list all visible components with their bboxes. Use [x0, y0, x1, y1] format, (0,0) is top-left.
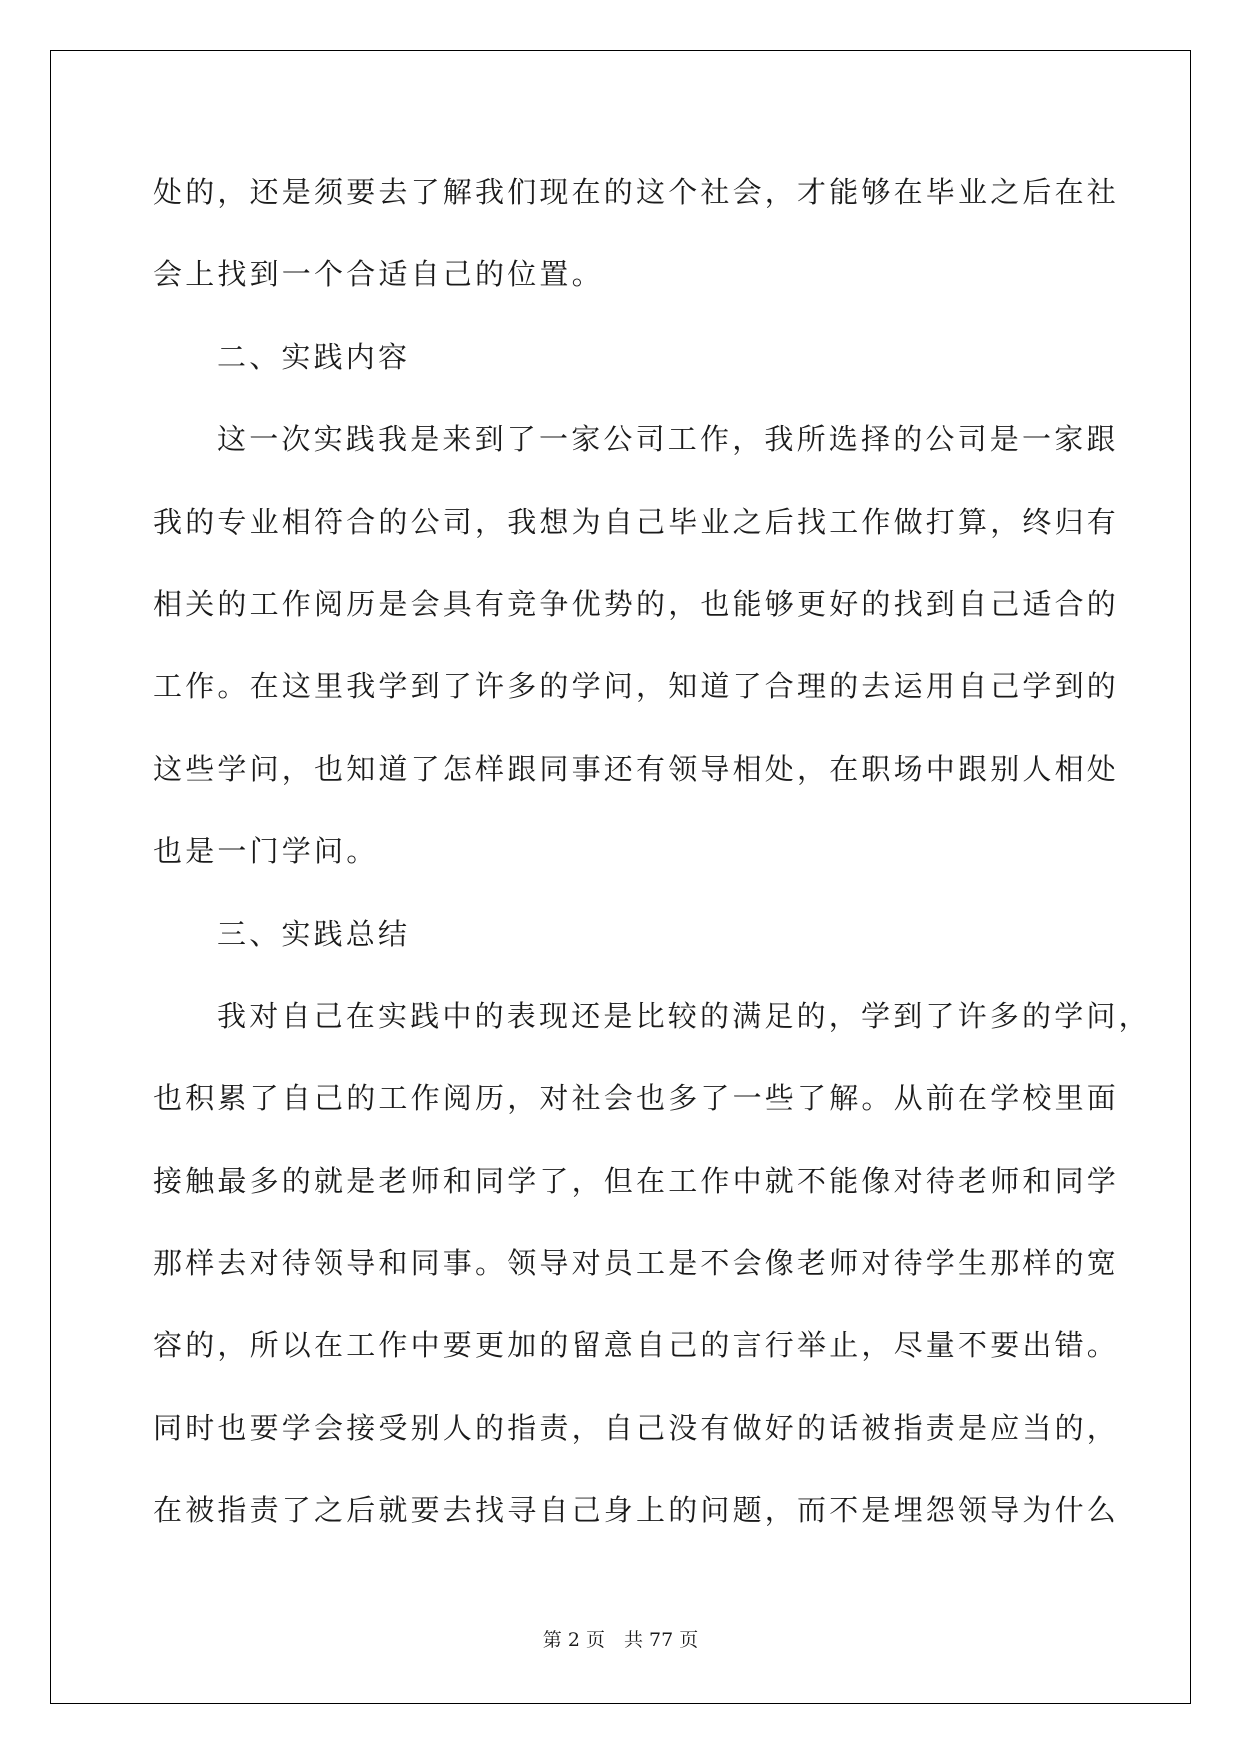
document-body	[153, 162, 1151, 1563]
text-line: 会上找到一个合适自己的位置。	[153, 257, 604, 292]
text-line: 处的，还是须要去了解我们现在的这个社会，才能够在毕业之后在社	[153, 175, 1120, 209]
text-line: 我的专业相符合的公司，我想为自己毕业之后找工作做打算，终归有	[153, 504, 1120, 539]
text-line: 相关的工作阅历是会具有竞争优势的，也能够更好的找到自己适合的	[153, 586, 1120, 621]
text-line: 那样去对待领导和同事。领导对员工是不会像老师对待学生那样的宽	[153, 1246, 1120, 1281]
text-line: 工作。在这里我学到了许多的学问，知道了合理的去运用自己学到的	[153, 669, 1120, 704]
text-line: 接触最多的就是老师和同学了，但在工作中就不能像对待老师和同学	[153, 1163, 1120, 1198]
text-line: 三、实践总结	[217, 916, 411, 951]
page-number: 第 2 页 共 77 页	[542, 1629, 699, 1651]
text-line: 二、实践内容	[217, 339, 411, 374]
text-line: 也积累了自己的工作阅历，对社会也多了一些了解。从前在学校里面	[153, 1081, 1120, 1116]
text-line: 我对自己在实践中的表现还是比较的满足的，学到了许多的学问，	[217, 998, 1151, 1033]
text-line: 同时也要学会接受别人的指责，自己没有做好的话被指责是应当的，	[153, 1410, 1120, 1445]
text-line: 这一次实践我是来到了一家公司工作，我所选择的公司是一家跟	[217, 422, 1119, 457]
text-line: 这些学问，也知道了怎样跟同事还有领导相处，在职场中跟别人相处	[153, 751, 1120, 786]
text-line: 容的，所以在工作中要更加的留意自己的言行举止，尽量不要出错。	[153, 1328, 1120, 1363]
text-line: 在被指责了之后就要去找寻自己身上的问题，而不是埋怨领导为什么	[153, 1493, 1120, 1528]
text-line: 也是一门学问。	[153, 834, 379, 869]
